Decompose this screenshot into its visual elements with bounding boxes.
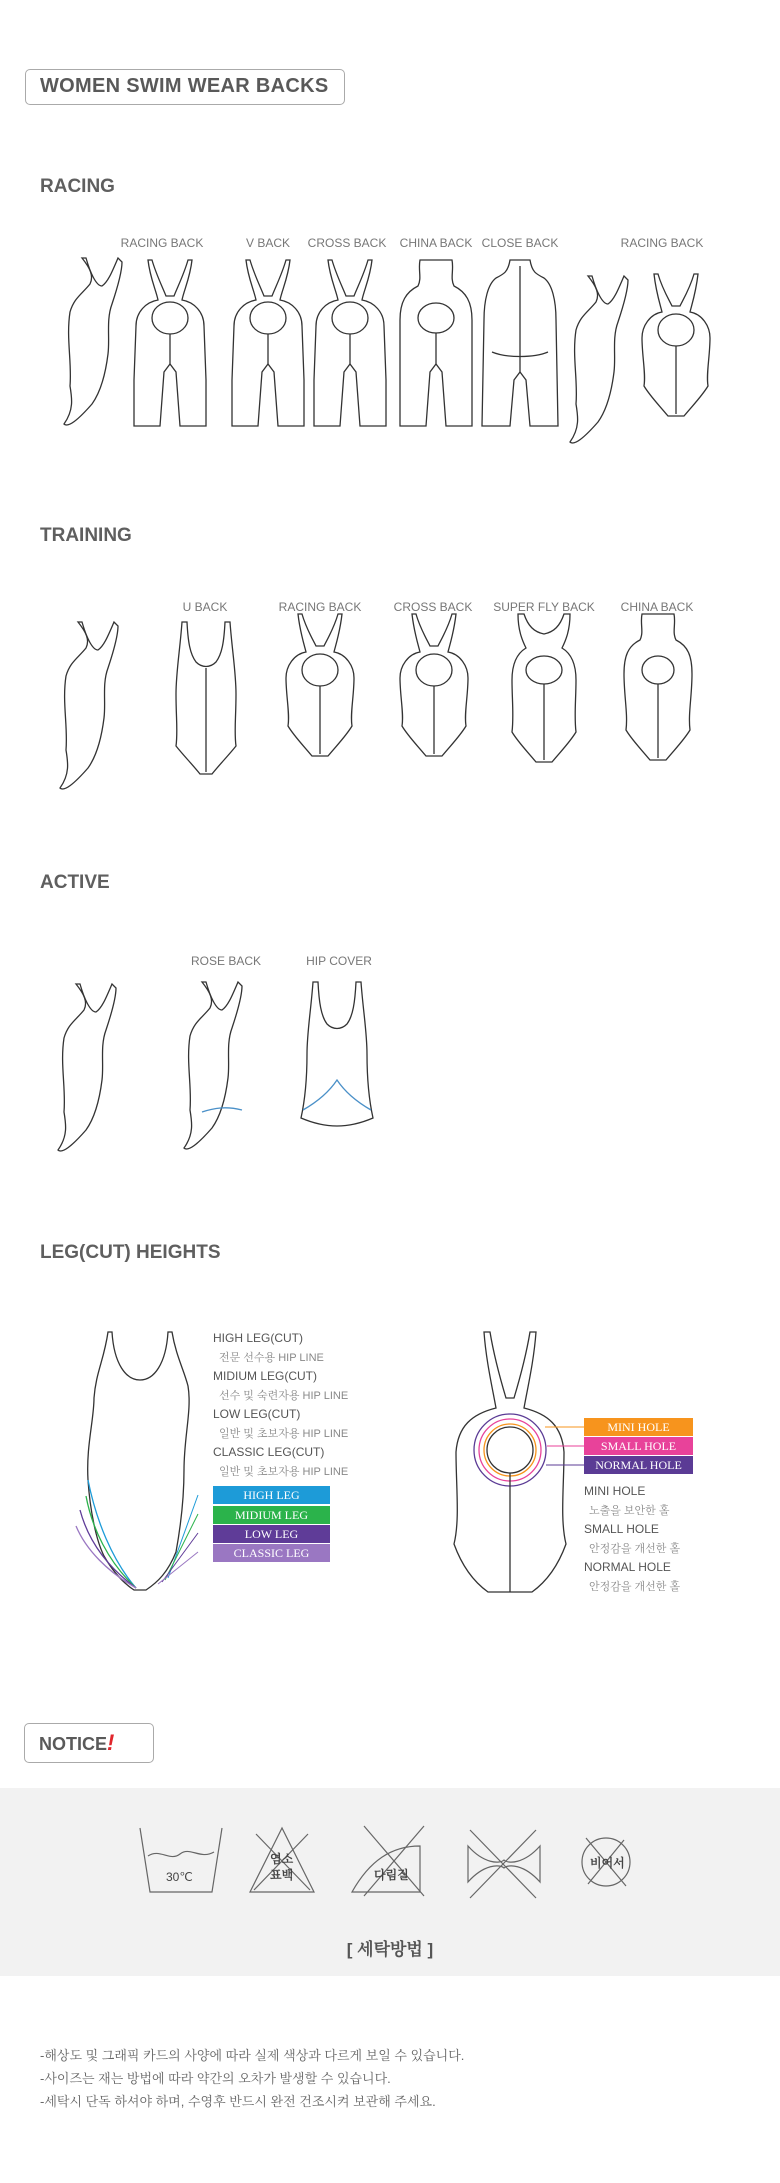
section-title-racing: RACING bbox=[40, 176, 115, 197]
style-label: U BACK bbox=[182, 600, 228, 614]
no-wring-icon bbox=[468, 1830, 540, 1898]
style-label: RACING BACK bbox=[620, 236, 704, 250]
style-label: CLOSE BACK bbox=[481, 236, 559, 250]
section-title-training: TRAINING bbox=[40, 525, 132, 546]
hole-name: MINI HOLE bbox=[584, 1484, 646, 1498]
iron-label: 다림질 bbox=[374, 1868, 409, 1882]
leg-height-desc: 전문 선수용 HIP LINE bbox=[219, 1352, 324, 1364]
notice-line: -사이즈는 재는 방법에 따라 약간의 오차가 발생할 수 있습니다. bbox=[40, 2071, 391, 2086]
style-label: V BACK bbox=[245, 236, 291, 250]
hole-desc: 안정감을 개선한 홀 bbox=[589, 1581, 681, 1593]
hole-chip-mini: MINI HOLE bbox=[584, 1418, 693, 1436]
style-label: CROSS BACK bbox=[393, 600, 473, 614]
hole-name: SMALL HOLE bbox=[584, 1522, 659, 1536]
leg-height-name: LOW LEG(CUT) bbox=[213, 1407, 301, 1421]
style-label: RACING BACK bbox=[278, 600, 362, 614]
leg-chip-low: LOW LEG bbox=[213, 1525, 330, 1543]
leg-height-name: CLASSIC LEG(CUT) bbox=[213, 1445, 325, 1459]
wash-temp-label: 30℃ bbox=[166, 1870, 193, 1884]
style-label: SUPER FLY BACK bbox=[493, 600, 595, 614]
leg-height-desc: 일반 및 초보자용 HIP LINE bbox=[219, 1428, 349, 1440]
hole-chip-small: SMALL HOLE bbox=[584, 1437, 693, 1455]
section-title-active: ACTIVE bbox=[40, 872, 110, 893]
leg-height-name: HIGH LEG(CUT) bbox=[213, 1331, 303, 1345]
notice-line: -세탁시 단독 하셔야 하며, 수영후 반드시 완전 건조시켜 보관해 주세요. bbox=[40, 2094, 436, 2109]
hole-chip-normal: NORMAL HOLE bbox=[584, 1456, 693, 1474]
bleach-label-1: 염소 bbox=[270, 1852, 294, 1866]
style-label: CHINA BACK bbox=[399, 236, 473, 250]
style-label: HIP COVER bbox=[306, 954, 372, 968]
leg-chip-midium: MIDIUM LEG bbox=[213, 1506, 330, 1524]
style-label: RACING BACK bbox=[120, 236, 204, 250]
hole-desc: 안정감을 개선한 홀 bbox=[589, 1543, 681, 1555]
care-caption: [ 세탁방법 ] bbox=[346, 1940, 434, 1959]
no-iron-icon bbox=[352, 1826, 424, 1896]
style-label: CHINA BACK bbox=[620, 600, 694, 614]
style-label: ROSE BACK bbox=[190, 954, 262, 968]
leg-chip-classic: CLASSIC LEG bbox=[213, 1544, 330, 1562]
leg-height-desc: 일반 및 초보자용 HIP LINE bbox=[219, 1466, 349, 1478]
page-title: WOMEN SWIM WEAR BACKS bbox=[25, 69, 345, 105]
leg-height-name: MIDIUM LEG(CUT) bbox=[213, 1369, 317, 1383]
bleach-label-2: 표백 bbox=[270, 1868, 294, 1882]
hole-desc: 노출을 보안한 홀 bbox=[589, 1505, 670, 1517]
style-label: CROSS BACK bbox=[307, 236, 387, 250]
leg-height-desc: 선수 및 숙련자용 HIP LINE bbox=[219, 1390, 349, 1402]
wring-label: 비어서 bbox=[590, 1856, 625, 1870]
section-title-leg-heights: LEG(CUT) HEIGHTS bbox=[40, 1242, 221, 1263]
notice-exclamation: ! bbox=[107, 1730, 115, 1755]
leg-chip-high: HIGH LEG bbox=[213, 1486, 330, 1504]
notice-line: -해상도 및 그래픽 카드의 사양에 따라 실제 색상과 다르게 보일 수 있습니다. bbox=[40, 2048, 465, 2063]
hole-name: NORMAL HOLE bbox=[584, 1560, 671, 1574]
notice-title: NOTICE bbox=[39, 1734, 108, 1754]
